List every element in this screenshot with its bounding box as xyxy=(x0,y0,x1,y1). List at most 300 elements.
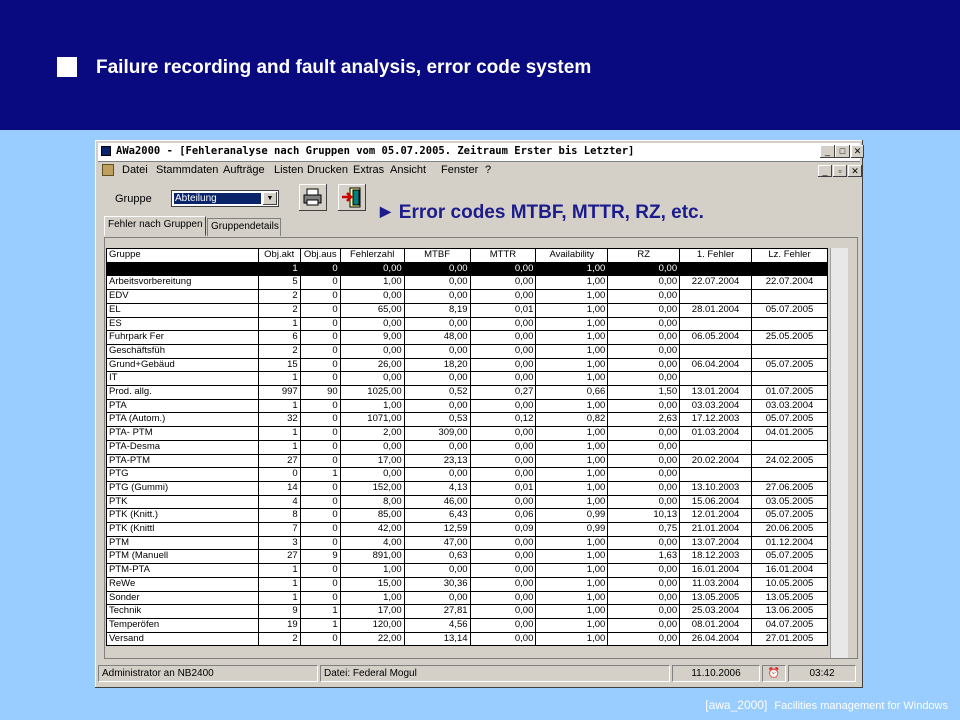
table-cell: 0 xyxy=(300,564,340,578)
bullet-square-icon xyxy=(57,57,77,77)
table-cell: 0,00 xyxy=(340,372,404,386)
table-cell: 0,00 xyxy=(340,317,404,331)
footer-text: Facilities management for Windows xyxy=(774,700,948,712)
table-cell: 0,00 xyxy=(470,591,536,605)
table-cell: 1,00 xyxy=(536,550,608,564)
table-cell: 0,00 xyxy=(608,618,680,632)
table-cell xyxy=(752,440,828,454)
tab-gruppendetails[interactable]: Gruppendetails xyxy=(207,218,281,236)
table-cell: 1 xyxy=(258,440,300,454)
table-cell: 0,00 xyxy=(608,481,680,495)
table-cell: 1,00 xyxy=(536,605,608,619)
table-cell: 0,09 xyxy=(470,523,536,537)
table-cell: 22.07.2004 xyxy=(752,276,828,290)
table-row[interactable] xyxy=(107,564,828,578)
table-cell: 0,00 xyxy=(470,550,536,564)
table-row[interactable] xyxy=(107,413,828,427)
table-cell: PTM (Manuell xyxy=(107,550,259,564)
table-cell: 48,00 xyxy=(404,331,470,345)
table-row[interactable] xyxy=(107,468,828,482)
close-button[interactable]: ✕ xyxy=(851,145,864,158)
table-cell: 0,00 xyxy=(608,262,680,276)
table-cell: 1,00 xyxy=(536,481,608,495)
table-cell: 0,12 xyxy=(470,413,536,427)
table-cell: 26,00 xyxy=(340,358,404,372)
table-cell: 01.12.2004 xyxy=(752,536,828,550)
table-cell: 0,00 xyxy=(608,468,680,482)
table-cell: PTA (Autom.) xyxy=(107,413,259,427)
table-cell: 27.01.2005 xyxy=(752,632,828,646)
table-cell: 0,66 xyxy=(536,386,608,400)
table-cell: 6 xyxy=(258,331,300,345)
table-row[interactable] xyxy=(107,317,828,331)
table-cell: PTG (Gummi) xyxy=(107,481,259,495)
table-cell: 0,00 xyxy=(608,577,680,591)
table-cell: PTA- PTM xyxy=(107,427,259,441)
table-cell: 10,13 xyxy=(608,509,680,523)
col-header-mtbf[interactable]: MTBF xyxy=(404,249,470,263)
table-cell: 2,63 xyxy=(608,413,680,427)
table-cell: 0,00 xyxy=(470,440,536,454)
table-cell xyxy=(107,262,259,276)
table-row[interactable] xyxy=(107,618,828,632)
table-cell: 0 xyxy=(300,454,340,468)
dropdown-arrow-icon[interactable]: ▼ xyxy=(263,192,277,205)
table-cell: 0,00 xyxy=(608,591,680,605)
table-cell: 0,82 xyxy=(536,413,608,427)
table-cell: 0,75 xyxy=(608,523,680,537)
table-cell: 03.03.2004 xyxy=(680,399,752,413)
table-cell: 0,00 xyxy=(470,317,536,331)
table-cell xyxy=(680,344,752,358)
table-row[interactable] xyxy=(107,591,828,605)
table-cell: EL xyxy=(107,303,259,317)
table-cell: 0,00 xyxy=(608,331,680,345)
data-grid[interactable] xyxy=(106,248,828,646)
table-cell: 1,00 xyxy=(536,591,608,605)
table-row[interactable] xyxy=(107,454,828,468)
table-cell: 1 xyxy=(258,577,300,591)
table-cell: 0 xyxy=(300,399,340,413)
app-icon xyxy=(101,146,111,156)
table-row[interactable] xyxy=(107,399,828,413)
table-cell: 13.05.2005 xyxy=(680,591,752,605)
table-cell xyxy=(752,290,828,304)
table-cell: 27 xyxy=(258,454,300,468)
table-cell: 0,00 xyxy=(470,468,536,482)
table-cell: 309,00 xyxy=(404,427,470,441)
menu-fenster[interactable]: Fenster xyxy=(441,164,479,176)
menu-bar xyxy=(98,162,860,179)
table-row[interactable] xyxy=(107,372,828,386)
table-cell: 0,00 xyxy=(404,564,470,578)
menu-help[interactable]: ? xyxy=(485,164,492,176)
table-cell: 1,00 xyxy=(536,495,608,509)
col-header-gruppe[interactable]: Gruppe xyxy=(107,249,259,263)
table-cell: 0,00 xyxy=(470,290,536,304)
table-cell: 0,00 xyxy=(404,399,470,413)
callout-label: Error codes MTBF, MTTR, RZ, etc. xyxy=(398,202,704,223)
col-header-last-fault[interactable]: Lz. Fehler xyxy=(752,249,828,263)
table-cell: PTK (Knittl xyxy=(107,523,259,537)
table-cell: 1,00 xyxy=(536,399,608,413)
table-cell: 0,00 xyxy=(340,344,404,358)
footer-brand: [awa_2000] xyxy=(705,698,768,712)
table-cell: 0,99 xyxy=(536,523,608,537)
table-cell: 32 xyxy=(258,413,300,427)
col-header-rz[interactable]: RZ xyxy=(608,249,680,263)
table-cell: PTA xyxy=(107,399,259,413)
table-row[interactable] xyxy=(107,303,828,317)
table-cell: 11.03.2004 xyxy=(680,577,752,591)
table-cell: 18,20 xyxy=(404,358,470,372)
table-cell: Sonder xyxy=(107,591,259,605)
app-window xyxy=(95,140,863,688)
table-cell: 0,01 xyxy=(470,481,536,495)
table-cell: 0,00 xyxy=(608,605,680,619)
table-row[interactable] xyxy=(107,344,828,358)
table-cell: 0 xyxy=(300,495,340,509)
table-cell: 20.02.2004 xyxy=(680,454,752,468)
window-titlebar[interactable] xyxy=(98,143,860,162)
table-cell: 1,00 xyxy=(536,358,608,372)
table-cell: 0 xyxy=(300,440,340,454)
table-cell: 0,00 xyxy=(404,591,470,605)
table-cell: 15 xyxy=(258,358,300,372)
table-cell: 01.03.2004 xyxy=(680,427,752,441)
table-cell: 12.01.2004 xyxy=(680,509,752,523)
table-row[interactable] xyxy=(107,536,828,550)
status-time: 03:42 xyxy=(788,665,856,682)
table-cell: 15.06.2004 xyxy=(680,495,752,509)
table-cell: 0,00 xyxy=(470,632,536,646)
status-file: Datei: Federal Mogul xyxy=(320,665,670,682)
table-cell: PTM xyxy=(107,536,259,550)
table-cell: 1,00 xyxy=(340,399,404,413)
table-cell: 05.07.2005 xyxy=(752,413,828,427)
table-cell: 0,00 xyxy=(404,440,470,454)
table-cell: ReWe xyxy=(107,577,259,591)
table-cell: 0,00 xyxy=(608,427,680,441)
table-cell: 25.03.2004 xyxy=(680,605,752,619)
table-cell: 1,00 xyxy=(536,372,608,386)
table-cell: 1,00 xyxy=(536,564,608,578)
table-cell: 0 xyxy=(300,427,340,441)
table-cell: 06.04.2004 xyxy=(680,358,752,372)
table-cell: 1,00 xyxy=(536,618,608,632)
mdi-minimize-button[interactable]: _ xyxy=(818,165,832,177)
table-cell: 0,63 xyxy=(404,550,470,564)
table-cell xyxy=(752,468,828,482)
window-title: AWa2000 - [Fehleranalyse nach Gruppen vom 05.07.2005. Zeitraum Erster bis Letzter] xyxy=(116,145,635,157)
table-row[interactable] xyxy=(107,262,828,276)
table-cell: 0 xyxy=(300,536,340,550)
table-cell: ES xyxy=(107,317,259,331)
table-cell: 27 xyxy=(258,550,300,564)
table-cell: 0,00 xyxy=(340,440,404,454)
table-cell: 18.12.2003 xyxy=(680,550,752,564)
table-cell: 05.07.2005 xyxy=(752,303,828,317)
print-button[interactable] xyxy=(299,184,327,211)
menu-extras[interactable]: Extras xyxy=(353,164,385,176)
table-cell: Grund+Gebäud xyxy=(107,358,259,372)
table-cell: 13,14 xyxy=(404,632,470,646)
table-cell: 0,00 xyxy=(608,317,680,331)
table-cell: 13.06.2005 xyxy=(752,605,828,619)
table-row[interactable] xyxy=(107,632,828,646)
table-cell: 0,00 xyxy=(340,262,404,276)
table-cell: 120,00 xyxy=(340,618,404,632)
exit-door-icon xyxy=(338,184,366,211)
table-cell: 0,00 xyxy=(608,632,680,646)
table-cell: 14 xyxy=(258,481,300,495)
table-cell: 0,00 xyxy=(470,399,536,413)
table-cell: 0,00 xyxy=(608,440,680,454)
table-cell: 0,00 xyxy=(608,454,680,468)
status-user: Administrator an NB2400 xyxy=(98,665,318,682)
group-select[interactable] xyxy=(171,190,279,207)
table-cell: 0,00 xyxy=(404,290,470,304)
table-cell: 0,00 xyxy=(608,536,680,550)
document-icon[interactable] xyxy=(102,164,114,176)
table-cell: Geschäftsfüh xyxy=(107,344,259,358)
table-cell: 1 xyxy=(258,317,300,331)
table-cell: 05.07.2005 xyxy=(752,509,828,523)
table-cell: 8,00 xyxy=(340,495,404,509)
table-row[interactable] xyxy=(107,577,828,591)
table-cell: 06.05.2004 xyxy=(680,331,752,345)
table-cell xyxy=(680,468,752,482)
table-cell: 0 xyxy=(300,276,340,290)
table-body xyxy=(107,262,828,646)
table-cell: 30,36 xyxy=(404,577,470,591)
table-cell: 0,00 xyxy=(470,331,536,345)
table-row[interactable] xyxy=(107,358,828,372)
table-row[interactable] xyxy=(107,427,828,441)
table-row[interactable] xyxy=(107,509,828,523)
table-cell: 1,00 xyxy=(536,303,608,317)
table-cell: PTK (Knitt.) xyxy=(107,509,259,523)
table-cell: 23,13 xyxy=(404,454,470,468)
table-cell: EDV xyxy=(107,290,259,304)
table-cell: 26.04.2004 xyxy=(680,632,752,646)
table-cell: 0 xyxy=(300,509,340,523)
table-cell: 0,00 xyxy=(470,358,536,372)
table-cell: 0,00 xyxy=(340,468,404,482)
table-cell: 0,00 xyxy=(404,372,470,386)
table-row[interactable] xyxy=(107,523,828,537)
table-cell: 1,00 xyxy=(340,564,404,578)
table-cell: 1,00 xyxy=(536,262,608,276)
table-cell xyxy=(752,372,828,386)
menu-datei[interactable]: Datei xyxy=(122,164,148,176)
table-cell: IT xyxy=(107,372,259,386)
table-cell: 16.01.2004 xyxy=(752,564,828,578)
table-cell: 9,00 xyxy=(340,331,404,345)
table-cell: 9 xyxy=(258,605,300,619)
table-cell: 0,00 xyxy=(470,564,536,578)
alarm-clock-icon[interactable]: ⏰ xyxy=(762,665,786,682)
table-cell: 0,00 xyxy=(404,276,470,290)
table-cell: 1 xyxy=(300,605,340,619)
table-cell xyxy=(752,344,828,358)
table-cell: 0 xyxy=(300,303,340,317)
group-label: Gruppe xyxy=(115,193,152,205)
table-cell: 8,19 xyxy=(404,303,470,317)
table-cell: 1,00 xyxy=(536,276,608,290)
table-cell: 8 xyxy=(258,509,300,523)
col-header-mttr[interactable]: MTTR xyxy=(470,249,536,263)
table-cell: 0,00 xyxy=(608,276,680,290)
col-header-availability[interactable]: Availability xyxy=(536,249,608,263)
table-cell: 08.01.2004 xyxy=(680,618,752,632)
table-cell: 16.01.2004 xyxy=(680,564,752,578)
table-cell: 1,00 xyxy=(536,632,608,646)
callout-text xyxy=(380,202,704,224)
table-cell: 0,01 xyxy=(470,303,536,317)
status-date: 11.10.2006 xyxy=(672,665,760,682)
table-cell: PTA-PTM xyxy=(107,454,259,468)
menu-stammdaten[interactable]: Stammdaten xyxy=(156,164,219,176)
table-cell: 891,00 xyxy=(340,550,404,564)
table-cell: 0,00 xyxy=(470,276,536,290)
maximize-button[interactable]: □ xyxy=(835,145,850,158)
table-cell: 1 xyxy=(300,468,340,482)
table-row[interactable] xyxy=(107,481,828,495)
table-cell: 0 xyxy=(300,372,340,386)
table-cell: 0,00 xyxy=(470,495,536,509)
table-cell xyxy=(680,317,752,331)
table-cell: Technik xyxy=(107,605,259,619)
table-cell: 21.01.2004 xyxy=(680,523,752,537)
table-cell xyxy=(680,440,752,454)
table-row[interactable] xyxy=(107,386,828,400)
table-cell: 2 xyxy=(258,303,300,317)
vertical-scrollbar[interactable] xyxy=(830,248,848,658)
table-cell: 0,00 xyxy=(470,605,536,619)
table-cell: 13.01.2004 xyxy=(680,386,752,400)
menu-listen[interactable]: Listen xyxy=(274,164,304,176)
table-cell: 0 xyxy=(300,358,340,372)
col-header-first-fault[interactable]: 1. Fehler xyxy=(680,249,752,263)
mdi-restore-button[interactable]: ▫ xyxy=(833,165,847,177)
table-cell: 90 xyxy=(300,386,340,400)
table-row[interactable] xyxy=(107,276,828,290)
table-cell: 24.02.2005 xyxy=(752,454,828,468)
tab-fehler-nach-gruppen[interactable]: Fehler nach Gruppen xyxy=(104,216,206,237)
table-cell: 27,81 xyxy=(404,605,470,619)
menu-drucken[interactable]: Drucken xyxy=(307,164,348,176)
minimize-button[interactable]: _ xyxy=(820,145,835,158)
col-header-fehlerzahl[interactable]: Fehlerzahl xyxy=(340,249,404,263)
table-cell: 1,00 xyxy=(536,440,608,454)
table-cell: 152,00 xyxy=(340,481,404,495)
slide-footer xyxy=(705,698,948,712)
table-cell: 0,00 xyxy=(470,618,536,632)
table-cell: 4,00 xyxy=(340,536,404,550)
table-cell xyxy=(752,262,828,276)
table-cell: 01.07.2005 xyxy=(752,386,828,400)
table-cell: 42,00 xyxy=(340,523,404,537)
table-cell: 6,43 xyxy=(404,509,470,523)
table-cell: 22.07.2004 xyxy=(680,276,752,290)
table-cell: 1,00 xyxy=(536,331,608,345)
table-cell: 0 xyxy=(300,344,340,358)
table-cell: 1,00 xyxy=(340,591,404,605)
table-cell: 28.01.2004 xyxy=(680,303,752,317)
table-cell: 1,00 xyxy=(536,577,608,591)
table-cell: 12,59 xyxy=(404,523,470,537)
table-cell: 9 xyxy=(300,550,340,564)
table-cell: 1,00 xyxy=(536,536,608,550)
menu-auftraege[interactable]: Aufträge xyxy=(223,164,265,176)
table-header-row xyxy=(107,249,828,263)
table-cell: 0,00 xyxy=(470,577,536,591)
table-cell: 1025,00 xyxy=(340,386,404,400)
table-cell: 05.07.2005 xyxy=(752,358,828,372)
table-row[interactable] xyxy=(107,331,828,345)
col-header-obj-aus[interactable]: Obj.aus xyxy=(300,249,340,263)
table-cell: 46,00 xyxy=(404,495,470,509)
table-cell: Arbeitsvorbereitung xyxy=(107,276,259,290)
table-row[interactable] xyxy=(107,440,828,454)
table-cell: 3 xyxy=(258,536,300,550)
table-cell: 65,00 xyxy=(340,303,404,317)
table-cell: 0,53 xyxy=(404,413,470,427)
table-row[interactable] xyxy=(107,605,828,619)
table-cell: 17.12.2003 xyxy=(680,413,752,427)
table-cell: 1,00 xyxy=(536,344,608,358)
table-cell: 0 xyxy=(258,468,300,482)
table-cell: 0,00 xyxy=(608,495,680,509)
col-header-obj-akt[interactable]: Obj.akt xyxy=(258,249,300,263)
table-cell: 1,00 xyxy=(536,317,608,331)
table-cell: 0,00 xyxy=(608,399,680,413)
table-cell: 13.10.2003 xyxy=(680,481,752,495)
table-row[interactable] xyxy=(107,290,828,304)
table-cell: 4,56 xyxy=(404,618,470,632)
mdi-close-button[interactable]: ✕ xyxy=(848,165,862,177)
table-cell: 0 xyxy=(300,317,340,331)
table-cell: 2,00 xyxy=(340,427,404,441)
table-cell: 0,00 xyxy=(404,262,470,276)
menu-ansicht[interactable]: Ansicht xyxy=(390,164,427,176)
table-cell: 15,00 xyxy=(340,577,404,591)
table-cell: 03.03.2004 xyxy=(752,399,828,413)
table-cell: 1 xyxy=(258,372,300,386)
exit-button[interactable] xyxy=(338,184,366,211)
table-cell: 1 xyxy=(258,427,300,441)
table-row[interactable] xyxy=(107,495,828,509)
table-cell: Temperöfen xyxy=(107,618,259,632)
table-cell: 5 xyxy=(258,276,300,290)
table-cell: 0,00 xyxy=(608,344,680,358)
table-row[interactable] xyxy=(107,550,828,564)
table-cell: 1,63 xyxy=(608,550,680,564)
table-cell: 0,00 xyxy=(608,303,680,317)
table-cell: 1,00 xyxy=(536,468,608,482)
table-cell: PTG xyxy=(107,468,259,482)
table-cell: 0,00 xyxy=(608,372,680,386)
table-cell: 27.06.2005 xyxy=(752,481,828,495)
table-cell: 2 xyxy=(258,344,300,358)
table-cell: 0,00 xyxy=(404,468,470,482)
table-cell: 0 xyxy=(300,262,340,276)
table-cell: 0,52 xyxy=(404,386,470,400)
slide-title: Failure recording and fault analysis, error code system xyxy=(96,57,592,78)
table-cell: 0,00 xyxy=(608,290,680,304)
table-cell: 2 xyxy=(258,290,300,304)
